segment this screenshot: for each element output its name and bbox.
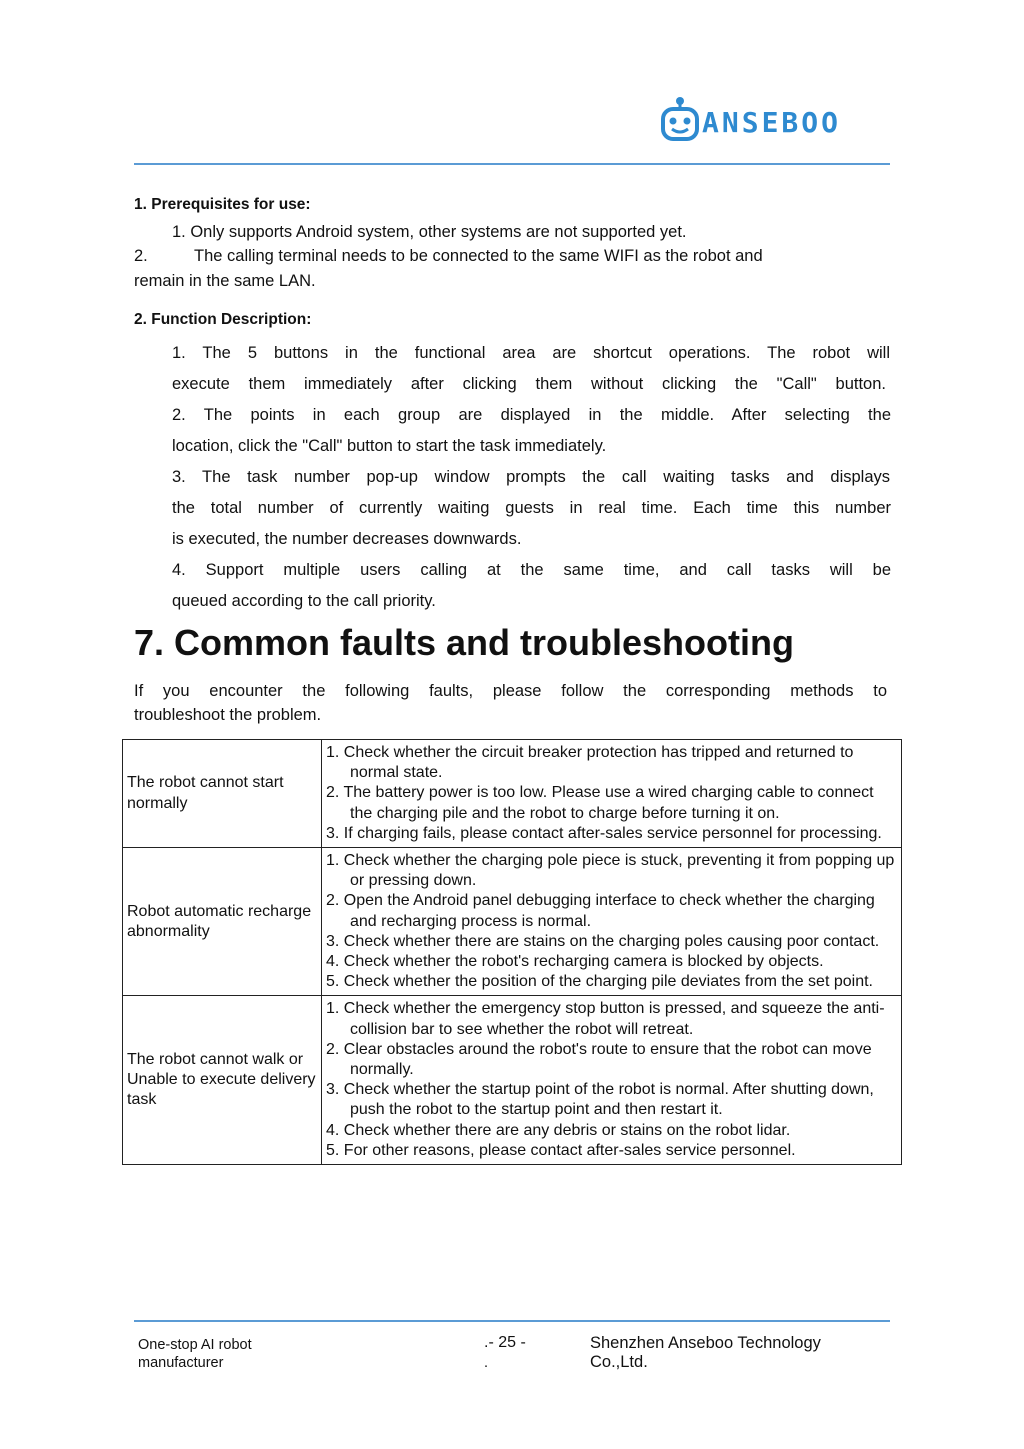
faults-table: [122, 739, 902, 1165]
solution-step: 2. Open the Android panel debugging interface to check whether the charging and recharging process is normal.: [326, 892, 875, 930]
intro-line-2: troubleshoot the problem.: [134, 706, 322, 724]
solution-step: 1. Check whether the circuit breaker protection has tripped and returned to normal state.: [326, 744, 854, 782]
footer-left-line-2: manufacturer: [138, 1355, 224, 1371]
fault-condition: [123, 740, 322, 848]
solution-step: 5. For other reasons, please contact after-sales service personnel.: [326, 1141, 796, 1159]
solution-step: 4. Check whether there are any debris or stains on the robot lidar.: [326, 1121, 791, 1139]
page-number-dot: .: [484, 1355, 489, 1371]
function-line-8: 4. Support multiple users calling at the same time, and call tasks will be: [172, 561, 891, 579]
footer-company-line-2: Co.,Ltd.: [590, 1353, 648, 1371]
solution-step: 2. Clear obstacles around the robot's route to ensure that the robot can move normally.: [326, 1040, 872, 1079]
solution-step: 3. Check whether there are stains on the charging poles causing poor contact.: [326, 932, 880, 950]
prereq-item-1: 1. Only supports Android system, other systems are not supported yet.: [172, 223, 687, 241]
fault-solution: [322, 996, 902, 1165]
fault-condition: [123, 848, 322, 996]
fault-condition: [123, 996, 322, 1165]
company-logo: [660, 94, 890, 150]
function-line-9: queued according to the call priority.: [172, 592, 436, 610]
footer-left-line-1: One-stop AI robot: [138, 1337, 252, 1353]
intro-line-1: If you encounter the following faults, please follow the corresponding methods to: [134, 682, 887, 700]
solution-step: 3. Check whether the startup point of the robot is normal. After shutting down, push the robot to the startup point and then restart it.: [326, 1081, 874, 1119]
fault-condition-line-2: Unable to execute delivery task: [127, 1071, 316, 1109]
function-line-1: 1. The 5 buttons in the functional area are shortcut operations. The robot will: [172, 344, 890, 362]
robot-head-icon: [660, 94, 700, 150]
brand-name: ANSEBOO: [702, 106, 842, 139]
prereq-item-2-line-2: remain in the same LAN.: [134, 272, 316, 290]
function-line-5: 3. The task number pop-up window prompts the call waiting tasks and displays: [172, 468, 890, 486]
function-line-4: location, click the "Call" button to start the task immediately.: [172, 437, 607, 455]
function-heading: 2. Function Description:: [134, 311, 312, 328]
function-line-2: execute them immediately after clicking them without clicking the "Call" button.: [172, 375, 886, 393]
solution-step: 2. The battery power is too low. Please use a wired charging cable to connect the charging pile and the robot to charge before turning it on.: [326, 784, 874, 822]
solution-step: 5. Check whether the position of the charging pile deviates from the set point.: [326, 973, 873, 991]
prereq-item-2-number: 2.: [134, 247, 148, 265]
table-row: [123, 740, 902, 848]
chapter-title: 7. Common faults and troubleshooting: [134, 622, 794, 663]
function-line-7: is executed, the number decreases downwards.: [172, 530, 522, 548]
fault-condition-text: Robot automatic recharge abnormality: [127, 902, 312, 940]
solution-step: 1. Check whether the emergency stop button is pressed, and squeeze the anti-collision bar to see whether the robot will retreat.: [326, 1000, 885, 1038]
footer-rule: [134, 1320, 890, 1322]
fault-solution: [322, 740, 902, 848]
solution-step: 1. Check whether the charging pole piece is stuck, preventing it from popping up or pressing down.: [326, 852, 895, 890]
header-rule: [134, 163, 890, 165]
prereq-item-2-line-1: The calling terminal needs to be connected to the same WIFI as the robot and: [194, 247, 763, 265]
table-row: [123, 848, 902, 996]
solution-step: 3. If charging fails, please contact after-sales service personnel for processing.: [326, 824, 882, 842]
fault-condition-line-1: The robot cannot walk or: [127, 1050, 304, 1068]
fault-condition-text: The robot cannot start normally: [127, 774, 284, 812]
table-row: [123, 996, 902, 1165]
prereq-heading: 1. Prerequisites for use:: [134, 196, 311, 213]
function-line-3: 2. The points in each group are displayed in the middle. After selecting the: [172, 406, 891, 424]
function-line-6: the total number of currently waiting guests in real time. Each time this number: [172, 499, 891, 517]
fault-solution: [322, 848, 902, 996]
footer-company-line-1: Shenzhen Anseboo Technology: [590, 1334, 821, 1352]
page-number: .- 25 -: [484, 1334, 526, 1351]
solution-step: 4. Check whether the robot's recharging camera is blocked by objects.: [326, 953, 824, 971]
